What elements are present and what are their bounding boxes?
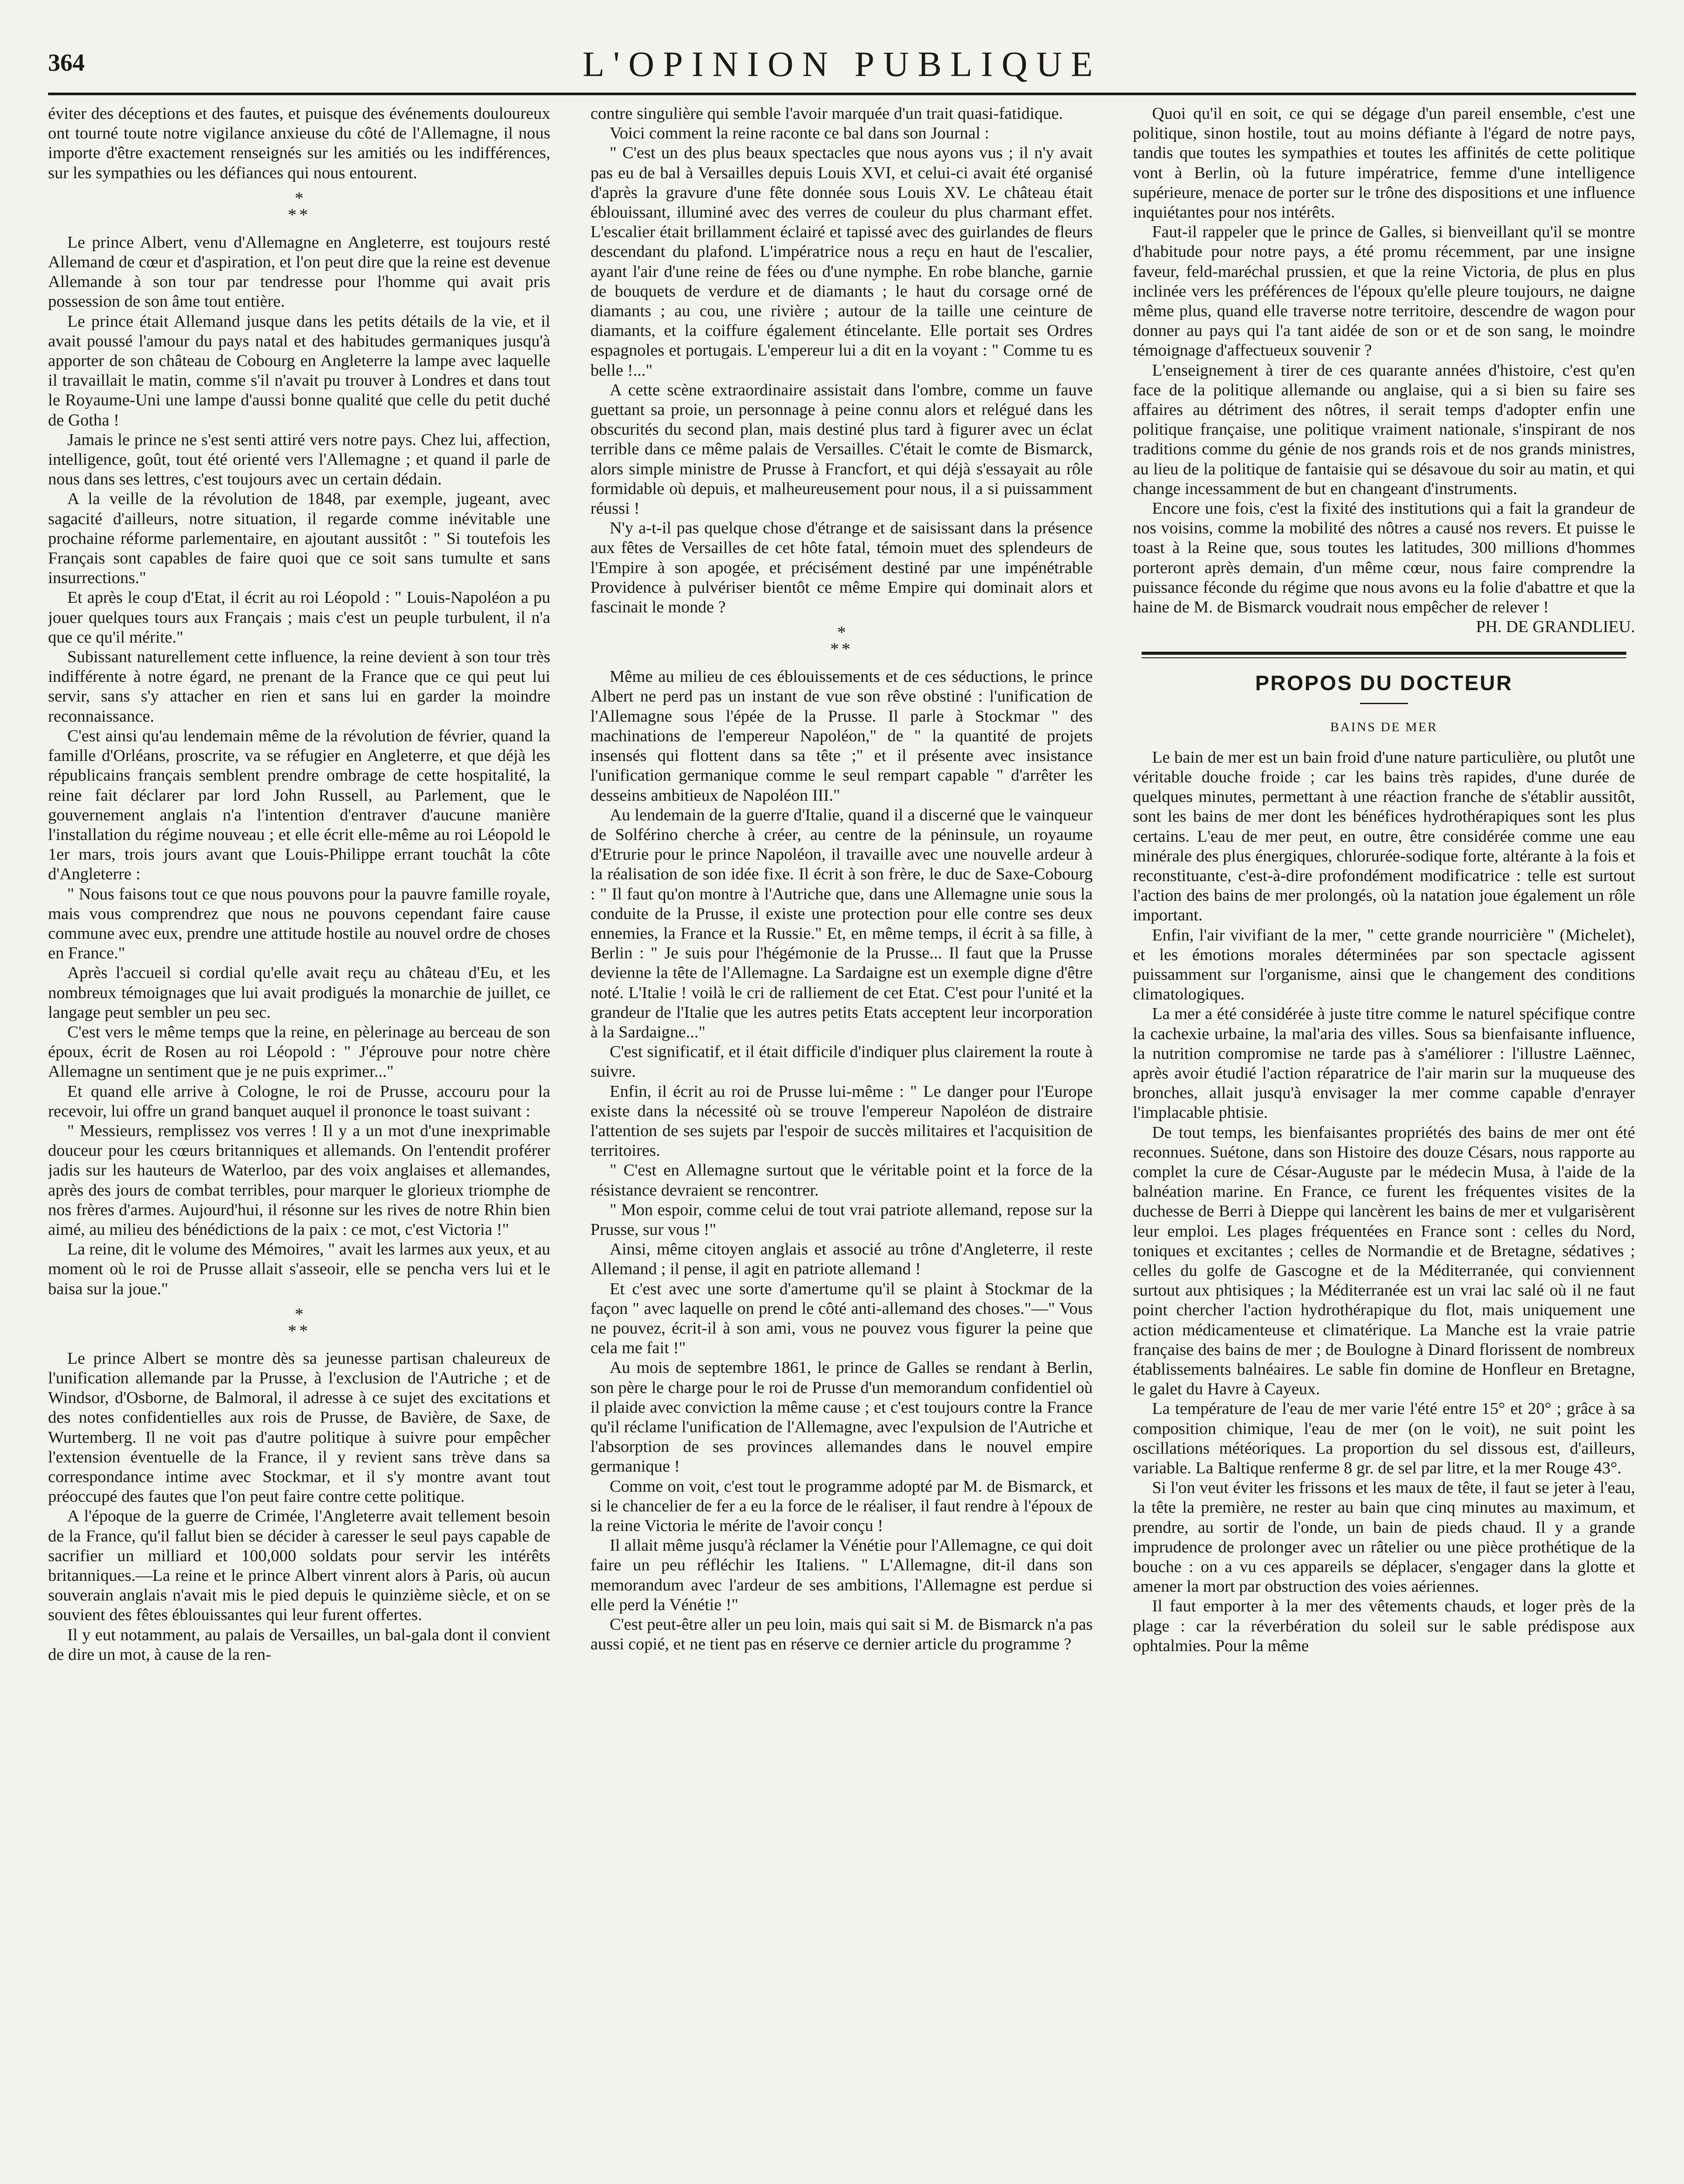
paragraph: " Mon espoir, comme celui de tout vrai patriote allemand, repose sur la Prusse, sur vous !" <box>590 1200 1093 1239</box>
asterism-divider: * ** <box>288 188 311 225</box>
paragraph: " C'est un des plus beaux spectacles que nous ayons vus ; il n'y avait pas eu de bal à Versailles depuis Louis XVI, et celui-ci avait été organisé d'après la gravure d'une fête donnée sous Louis XV. Le château était éblouissant, illuminé avec des verres de couleur du plus charmant effet. L'escalier était brillamment éclairé et tapissé avec des guirlandes de fleurs descendant du plafond. L'impératrice nous a reçu en haut de l'escalier, ayant l'air d'une reine de fées ou d'une nymphe. En robe blanche, garnie de bouquets de verdure et de diamants ; le haut du corsage orné de diamants ; au cou, une rivière ; autour de la taille une ceinture de diamants, et la coiffure également étincelante. Elle portait ses Ordres espagnoles et portugais. L'empereur lui a dit en la voyant : " Comme tu es belle !..." <box>590 144 1093 380</box>
paragraph: Et après le coup d'Etat, il écrit au roi Léopold : " Louis-Napoléon a pu jouer quelques tours aux Français ; mais c'est un peuple turbulent, il n'a que ce qu'il mérite." <box>48 588 550 646</box>
paragraph: L'enseignement à tirer de ces quarante années d'histoire, c'est qu'en face de la politique allemande ou anglaise, qui a si bien su faire ses affaires au détriment des nôtres, il serait temps d'adopter enfin une politique française, une politique vraiment nationale, s'inspirant de nos traditions comme du génie de nos grands rois et de nos grands ministres, au lieu de la politique de fantaisie qui se désavoue du soir au matin, et qui change incessamment de but en changeant d'instruments. <box>1133 361 1635 498</box>
section-separator-thin <box>1142 657 1626 658</box>
paragraph: Et c'est avec une sorte d'amertume qu'il se plaint à Stockmar de la façon " avec laquelle on prend le côté anti-allemand des choses."—" Vous ne pouvez, écrit-il à son ami, vous ne pouvez vous figurer la peine que cela me fait !" <box>590 1279 1093 1358</box>
paragraph: Enfin, il écrit au roi de Prusse lui-même : " Le danger pour l'Europe existe dans la nécessité où se trouve l'empereur Napoléon de distraire l'attention de ses sujets par l'espoir de succès militaires et l'acquisition de territoires. <box>590 1082 1093 1160</box>
paragraph: " C'est en Allemagne surtout que le véritable point et la force de la résistance devraient se rencontrer. <box>590 1161 1093 1199</box>
paragraph: Comme on voit, c'est tout le programme adopté par M. de Bismarck, et si le chancelier de fer a eu la force de le réaliser, il faut rendre à l'époux de la reine Victoria le mérite de l'avoir conçu ! <box>590 1477 1093 1535</box>
paragraph: Faut-il rappeler que le prince de Galles, si bienveillant qu'il se montre d'habitude pour notre pays, a été promu récemment, par une insigne faveur, feld-maréchal prussien, et que la reine Victoria, de plus en plus inclinée vers les préférences de l'époux qu'elle pleure toujours, ne daigne même plus, quand elle traverse notre territoire, descendre de wagon pour donner au pays qui l'a tant aidée de son or et de son sang, le moindre témoignage d'affectueux souvenir ? <box>1133 223 1635 360</box>
paragraph: Encore une fois, c'est la fixité des institutions qui a fait la grandeur de nos voisins, comme la mobilité des nôtres a causé nos revers. Et puisse le toast à la Reine que, sous toutes les latitudes, 300 millions d'hommes porteront après demain, d'un même cœur, nous faire comprendre la puissance féconde du régime que nous avons eu la folie d'abattre et que la haine de M. de Bismarck voudrait nous empêcher de relever ! <box>1133 499 1635 617</box>
column-1 <box>48 104 550 2184</box>
paragraph: La température de l'eau de mer varie l'été entre 15° et 20° ; grâce à sa composition chimique, l'eau de mer (on le voit), ne suit point les oscillations météoriques. La proportion du sel dissous est, d'ailleurs, variable. La Baltique renferme 8 gr. de sel par litre, et la mer Rouge 43°. <box>1133 1400 1635 1477</box>
paragraph: Voici comment la reine raconte ce bal dans son Journal : <box>610 124 990 143</box>
paragraph: Le prince Albert se montre dès sa jeunesse partisan chaleureux de l'unification allemande par la Prusse, à l'exclusion de l'Autriche ; et de Windsor, d'Osborne, de Balmoral, il adresse à ce sujet des excitations et des notes confidentielles aux rois de Prusse, de Bavière, de Saxe, de Wurtemberg. Il ne voit pas d'autre politique à suivre pour empêcher l'extension éventuelle de la France, il y revient sans trève dans sa correspondance intime avec Stockmar, et il s'y montre avant tout préoccupé des fautes que l'on peut faire contre cette politique. <box>48 1349 550 1506</box>
paragraph: A cette scène extraordinaire assistait dans l'ombre, comme un fauve guettant sa proie, un personnage à peine connu alors et relégué dans les obscurités du second plan, mais destiné plus tard à figurer avec un éclat terrible dans ce même palais de Versailles. C'était le comte de Bismarck, alors simple ministre de Prusse à Francfort, et qui déjà s'essayait au rôle formidable où depuis, et malheureusement pour nous, il a si puissamment réussi ! <box>590 380 1093 518</box>
paragraph: Au mois de septembre 1861, le prince de Galles se rendant à Berlin, son père le charge pour le roi de Prusse d'un memorandum confidentiel où il plaide avec conviction la même cause ; et c'est toujours contre la France qu'il réclame l'unification de l'Allemagne, avec l'expulsion de l'Autriche et l'absorption de ses provinces allemandes dans le nouvel empire germanique ! <box>590 1358 1093 1476</box>
header-rule <box>48 93 1636 95</box>
paragraph: " Messieurs, remplissez vos verres ! Il y a un mot d'une inexprimable douceur pour les cœurs britanniques et allemands. On l'entendit proférer jadis sur les hauteurs de Waterloo, par des voix anglaises et allemandes, après des jours de combat terribles, pour marquer le glorieux triomphe de nos frères d'armes. Aujourd'hui, il résonne sur les rives de notre Rhin bien aimé, au milieu des bénédictions de la paix : ce mot, c'est Victoria !" <box>48 1121 550 1239</box>
paragraph: Quoi qu'il en soit, ce qui se dégage d'un pareil ensemble, c'est une politique, sinon hostile, tout au moins défiante à l'égard de notre pays, tandis que toutes les sympathies et toutes les affinités de cette politique vont à Berlin, où la future impératrice, femme d'une intelligence supérieure, menace de porter sur le trône des dispositions et une influence inquiétantes pour nos intérêts. <box>1133 104 1635 222</box>
section-subtitle: BAINS DE MER <box>1330 720 1438 735</box>
paragraph: Subissant naturellement cette influence, la reine devient à son tour très indifférente à notre égard, ne prenant de la France que ce qui peut lui servir, sans s'y attacher en rien et sans lui en garder la moindre reconnaissance. <box>48 648 550 726</box>
paragraph: Ainsi, même citoyen anglais et associé au trône d'Angleterre, il reste Allemand ; il pense, il agit en patriote allemand ! <box>590 1240 1093 1279</box>
paragraph: Enfin, l'air vivifiant de la mer, " cette grande nourricière " (Michelet), et les émotions morales déterminées par son spectacle agissent puissamment sur l'organisme, ainsi que le changement des conditions climatologiques. <box>1133 926 1635 1004</box>
paragraph: C'est vers le même temps que la reine, en pèlerinage au berceau de son époux, écrit de Rosen au roi Léopold : " J'éprouve pour notre chère Allemagne un sentiment que je ne puis exprimer..." <box>48 1023 550 1081</box>
paragraph: A la veille de la révolution de 1848, par exemple, jugeant, avec sagacité d'ailleurs, notre situation, il regarde comme inévitable une prochaine réforme parlementaire, en ajoutant aussitôt : " Si toutefois les Français sont capables de faire quoi que ce soit sans tumulte et sans insurrections." <box>48 490 550 587</box>
paragraph: C'est ainsi qu'au lendemain même de la révolution de février, quand la famille d'Orléans, proscrite, va se réfugier en Angleterre, et que déjà les républicains français semblent prendre ombrage de cette hospitalité, la reine fait déclarer par lord John Russell, au Parlement, que le gouvernement anglais n'a l'intention d'entraver d'aucune manière l'installation du régime nouveau ; et elle écrit elle-même au roi Léopold le 1er mars, trois jours avant que Louis-Philippe errant touchât la côte d'Angleterre : <box>48 726 550 884</box>
section-title: PROPOS DU DOCTEUR <box>1255 672 1513 695</box>
paragraph: N'y a-t-il pas quelque chose d'étrange et de saisissant dans la présence aux fêtes de Versailles de cet hôte fatal, témoin muet des splendeurs de l'Empire à son apogée, et précisément destiné par une impénétrable Providence à pulvériser bientôt ce même Empire qui dominait alors et fascinait le monde ? <box>590 519 1093 617</box>
paragraph: Le prince était Allemand jusque dans les petits détails de la vie, et il avait poussé l'amour du pays natal et des habitudes germaniques jusqu'à apporter de son château de Cobourg en Angleterre la lampe avec laquelle il travaillait le matin, comme s'il n'avait pu trouver à Londres et dans tout le Royaume-Uni une lampe d'aussi bonne qualité que celle du petit duché de Gotha ! <box>48 312 550 429</box>
paragraph: La mer a été considérée à juste titre comme le naturel spécifique contre la cachexie urbaine, la mal'aria des villes. Sous sa bienfaisante influence, la nutrition compromise ne tarde pas à s'améliorer : l'illustre Laënnec, après avoir étudié l'action réparatrice de l'air marin sur la muqueuse des bronches, allait jusqu'à envisager la mer comme capable d'enrayer l'implacable phtisie. <box>1133 1005 1635 1122</box>
column-3 <box>1133 104 1635 2184</box>
title-rule <box>1360 703 1408 704</box>
asterism-divider: * ** <box>288 1304 311 1341</box>
paragraph: Et quand elle arrive à Cologne, le roi de Prusse, accouru pour la recevoir, lui offre un grand banquet auquel il prononce le toast suivant : <box>48 1082 550 1120</box>
paragraph: De tout temps, les bienfaisantes propriétés des bains de mer ont été reconnues. Suétone, dans son Histoire des douze Césars, nous rapporte au complet la cure de César-Auguste par le médecin Musa, à l'aide de la balnéation marine. En France, ce furent les fréquentes visites de la duchesse de Berri à Dieppe qui lancèrent les bains de mer et vulgarisèrent leur emploi. Les plages fréquentées en France sont : celles du Nord, toniques et excitantes ; celles de Normandie et de Bretagne, sédatives ; celles du golfe de Gascogne et de la Méditerranée, qui conviennent surtout aux phtisiques ; la Méditerranée est un vrai lac salé où il ne faut point chercher l'action hydrothérapique du flot, mais uniquement une action médicamenteuse et climatérique. La Manche est la vraie patrie française des bains de mer ; de Boulogne à Dinard florissent de nombreux établissements balnéaires. Le sable fin domine de Honfleur en Bretagne, le galet du Havre à Cayeux. <box>1133 1123 1635 1399</box>
paragraph: Si l'on veut éviter les frissons et les maux de tête, il faut se jeter à l'eau, la tête la première, ne rester au bain que cinq minutes au maximum, et prendre, au sortir de l'onde, un bain de pieds chaud. Il y a grande imprudence de prolonger avec un râtelier ou une pièce prothétique de la bouche : on a vu ces appareils se déplacer, s'engager dans la glotte et amener la mort par obstruction des voies aériennes. <box>1133 1479 1635 1596</box>
paragraph: " Nous faisons tout ce que nous pouvons pour la pauvre famille royale, mais vous comprendrez que nous ne pouvons cependant faire cause commune avec eux, prendre une attitude hostile au nouvel ordre de choses en France." <box>48 885 550 963</box>
paragraph: éviter des déceptions et des fautes, et puisque des événements douloureux ont tourné toute notre vigilance anxieuse du côté de l'Allemagne, il nous importe d'être exactement renseignés sur les amitiés ou les indifférences, sur les sympathies ou les défiances qui nous entourent. <box>48 104 550 182</box>
paragraph: Il y eut notamment, au palais de Versailles, un bal-gala dont il convient de dire un mot, à cause de la ren- <box>48 1625 550 1664</box>
section-separator <box>1142 652 1626 655</box>
paragraph: La reine, dit le volume des Mémoires, " avait les larmes aux yeux, et au moment où le roi de Prusse allait s'asseoir, elle se pencha vers lui et le baisa sur la joue." <box>48 1240 550 1298</box>
paragraph: contre singulière qui semble l'avoir marquée d'un trait quasi-fatidique. <box>590 104 1063 123</box>
column-2 <box>590 104 1093 2184</box>
author-signature: PH. DE GRANDLIEU. <box>1476 618 1635 636</box>
paragraph: A l'époque de la guerre de Crimée, l'Angleterre avait tellement besoin de la France, qu'il fallut bien se décider à caresser le seul pays capable de sacrifier un milliard et 100,000 soldats pour servir les intérêts britanniques.—La reine et le prince Albert vinrent alors à Paris, où aucun souverain anglais n'avait mis le pied depuis le quinzième siècle, et on se souvient des fêtes éblouissantes qui leur furent offertes. <box>48 1507 550 1624</box>
paragraph: Le prince Albert, venu d'Allemagne en Angleterre, est toujours resté Allemand de cœur et d'aspiration, et l'on peut dire que la reine est devenue Allemande à son tour par tendresse pour l'homme qui avait pris possession de son âme tout entière. <box>48 233 550 311</box>
paragraph: Au lendemain de la guerre d'Italie, quand il a discerné que le vainqueur de Solférino cherche à créer, au centre de la péninsule, un royaume d'Etrurie pour le prince Napoléon, il travaille avec une nouvelle ardeur à la réalisation de son idée fixe. Il écrit à son frère, le duc de Saxe-Cobourg : " Il faut qu'on montre à l'Autriche que, dans une Allemagne unie sous la conduite de la Prusse, il existe une protection pour elle contre ses deux ennemies, la France et la Russie." Et, en même temps, il écrit à sa fille, à Berlin : " Je suis pour l'hégémonie de la Prusse... Il faut que la Prusse devienne la tête de l'Allemagne. La Sardaigne est un exemple digne d'être noté. L'Italie ! voilà le cri de ralliement de cet Etat. C'est pour l'unité et la grandeur de l'Italie que les autres petits Etats acceptent leur incorporation à la Sardaigne..." <box>590 805 1093 1041</box>
paragraph: C'est peut-être aller un peu loin, mais qui sait si M. de Bismarck n'a pas aussi copié, et ne tient pas en réserve ce dernier article du programme ? <box>590 1615 1093 1654</box>
paragraph: Il allait même jusqu'à réclamer la Vénétie pour l'Allemagne, ce qui doit faire un peu réfléchir les Italiens. " L'Allemagne, dit-il dans son memorandum avec l'ardeur de ses ambitions, l'Allemagne est perdue si elle perd la Vénétie !" <box>590 1536 1093 1614</box>
paragraph: Le bain de mer est un bain froid d'une nature particulière, ou plutôt une véritable douche froide ; car les bains très rapides, d'une durée de quelques minutes, permettant à une réaction franche de s'établir aussitôt, sont les bains de mer dont les bénéfices hydrothérapiques sont les plus certains. L'eau de mer peut, en outre, être considérée comme une eau minérale des plus énergiques, chlorurée-sodique forte, altérante à la fois et reconstituante, c'est-à-dire profondément modificatrice : telle est surtout l'action des bains de mer prolongés, où la natation joue également un rôle important. <box>1133 748 1635 925</box>
paragraph: C'est significatif, et il était difficile d'indiquer plus clairement la route à suivre. <box>590 1043 1093 1081</box>
newspaper-title: L'OPINION PUBLIQUE <box>583 44 1101 84</box>
paragraph: Après l'accueil si cordial qu'elle avait reçu au château d'Eu, et les nombreux témoignages que lui avait prodigués la monarchie de juillet, ce langage peut sembler un peu sec. <box>48 964 550 1022</box>
paragraph: Il faut emporter à la mer des vêtements chauds, et loger près de la plage : car la réverbération du soleil sur le sable prédispose aux ophtalmies. Pour la même <box>1133 1597 1635 1655</box>
paragraph: Même au milieu de ces éblouissements et de ces séductions, le prince Albert ne perd pas un instant de vue son rêve obstiné : l'unification de l'Allemagne sous l'épée de la Prusse. Il parle à Stockmar " des machinations de l'empereur Napoléon," de " la quantité de projets insensés qui flottent dans sa tête ;" et il présente avec insistance l'unification germanique comme le seul rempart capable " d'arrêter les desseins ambitieux de Napoléon III." <box>590 667 1093 805</box>
asterism-divider: * ** <box>830 622 853 659</box>
page-number: 364 <box>48 49 85 76</box>
paragraph: Jamais le prince ne s'est senti attiré vers notre pays. Chez lui, affection, intelligence, goût, tout été orienté vers l'Allemagne ; et quand il parle de nous dans ses lettres, c'est toujours avec un certain dédain. <box>48 430 550 489</box>
